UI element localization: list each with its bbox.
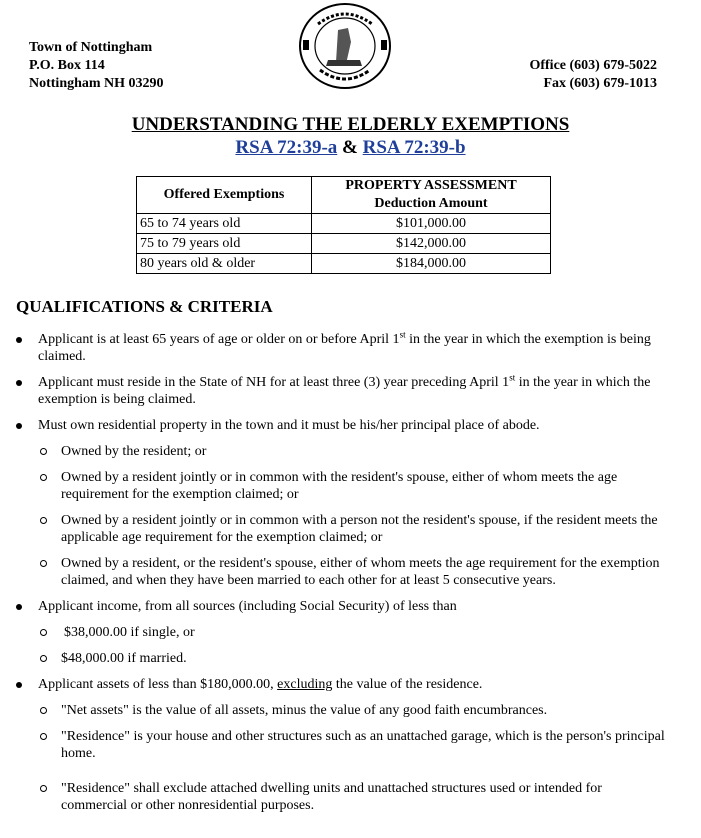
age-cell: 80 years old & older — [137, 254, 312, 274]
bullet-icon — [15, 379, 23, 387]
col-offered-exemptions: Offered Exemptions — [137, 177, 312, 214]
list-item — [0, 780, 701, 814]
table-row — [137, 254, 551, 274]
col2-header-line2: Deduction Amount — [374, 196, 488, 211]
table-row — [137, 234, 551, 254]
ownership-option: Owned by a resident jointly or in common with a person not the resident's spouse, if the resident meets the applicable age requirement for the exemption claimed; or — [61, 513, 658, 545]
asset-definition: "Net assets" is the value of all assets, minus the value of any good faith encumbrances. — [61, 703, 548, 718]
qualifications-heading: QUALIFICATIONS & CRITERIA — [16, 297, 273, 316]
income-limit: $48,000.00 if married. — [61, 651, 187, 666]
ampersand: & — [342, 137, 358, 158]
circle-bullet-icon — [40, 785, 47, 792]
criterion-ownership: Must own residential property in the town and it must be his/her principal place of abode. — [38, 418, 540, 433]
rsa-72-39-b-link[interactable]: RSA 72:39-b — [362, 137, 466, 158]
circle-bullet-icon — [40, 560, 47, 567]
superscript: st — [399, 329, 406, 340]
circle-bullet-icon — [40, 474, 47, 481]
rsa-links — [0, 137, 701, 159]
page-title — [0, 114, 701, 136]
criterion-assets — [38, 676, 669, 693]
table-row — [137, 214, 551, 234]
list-item — [0, 374, 701, 408]
office-phone: Office (603) 679-5022 — [529, 58, 657, 73]
town-seal-icon — [298, 2, 392, 90]
fax-number: Fax (603) 679-1013 — [543, 76, 657, 91]
circle-bullet-icon — [40, 448, 47, 455]
po-box: P.O. Box 114 — [29, 58, 105, 73]
bullet-icon — [15, 336, 23, 344]
criterion-age-text-end: in the year in which the exemption is being claimed. — [38, 332, 651, 364]
list-item — [0, 598, 701, 615]
town-city: Nottingham NH 03290 — [29, 76, 164, 91]
list-item — [0, 624, 701, 641]
excluding-underlined: excluding — [277, 677, 333, 692]
asset-definition: "Residence" shall exclude attached dwelling units and unattached structures used or intended for commercial or other nonresidential purposes. — [61, 781, 602, 813]
amount-cell: $142,000.00 — [312, 234, 551, 254]
criterion-age — [38, 331, 669, 365]
list-item — [0, 443, 701, 460]
age-cell: 75 to 79 years old — [137, 234, 312, 254]
bullet-icon — [15, 603, 23, 611]
criteria-list — [0, 331, 701, 814]
criterion-residency — [38, 374, 669, 408]
ownership-option: Owned by a resident, or the resident's spouse, either of whom meets the age requirement for the exemption claimed, and when they have been married to each other for at least 5 consecutive years. — [61, 556, 660, 588]
bullet-icon — [15, 681, 23, 689]
age-cell: 65 to 74 years old — [137, 214, 312, 234]
contact-info — [529, 57, 657, 93]
col-deduction-amount — [312, 177, 551, 214]
list-item — [0, 728, 701, 762]
income-limit: $38,000.00 if single, or — [64, 625, 195, 640]
list-item — [0, 512, 701, 546]
list-item — [0, 469, 701, 503]
list-item — [0, 650, 701, 667]
list-item — [0, 676, 701, 693]
criterion-residency-text-end: in the year in which the exemption is being claimed. — [38, 375, 651, 407]
criterion-residency-text: Applicant must reside in the State of NH for at least three (3) year preceding April 1 — [38, 375, 510, 390]
list-item — [0, 702, 701, 719]
circle-bullet-icon — [40, 655, 47, 662]
asset-definition: "Residence" is your house and other structures such as an unattached garage, which is the person's principal home. — [61, 729, 665, 761]
list-item — [0, 555, 701, 589]
circle-bullet-icon — [40, 629, 47, 636]
criterion-assets-text-end: the value of the residence. — [332, 677, 483, 692]
town-name: Town of Nottingham — [29, 40, 153, 55]
criterion-income: Applicant income, from all sources (including Social Security) of less than — [38, 599, 457, 614]
rsa-72-39-a-link[interactable]: RSA 72:39-a — [235, 137, 338, 158]
amount-cell: $184,000.00 — [312, 254, 551, 274]
criterion-age-text: Applicant is at least 65 years of age or older on or before April 1 — [38, 332, 400, 347]
ownership-option: Owned by the resident; or — [61, 444, 207, 459]
col2-header-line1: PROPERTY ASSESSMENT — [345, 178, 517, 193]
superscript: st — [509, 372, 516, 383]
town-address — [29, 39, 164, 93]
list-item — [0, 331, 701, 365]
page-title-text: UNDERSTANDING THE ELDERLY EXEMPTIONS — [131, 114, 570, 135]
list-item — [0, 417, 701, 434]
circle-bullet-icon — [40, 733, 47, 740]
circle-bullet-icon — [40, 707, 47, 714]
exemptions-table — [136, 176, 551, 274]
table-header-row — [137, 177, 551, 214]
circle-bullet-icon — [40, 517, 47, 524]
bullet-icon — [15, 422, 23, 430]
amount-cell: $101,000.00 — [312, 214, 551, 234]
ownership-option: Owned by a resident jointly or in common with the resident's spouse, either of whom meets the age requirement for the exemption claimed; or — [61, 470, 618, 502]
criterion-assets-text: Applicant assets of less than $180,000.00, — [38, 677, 278, 692]
